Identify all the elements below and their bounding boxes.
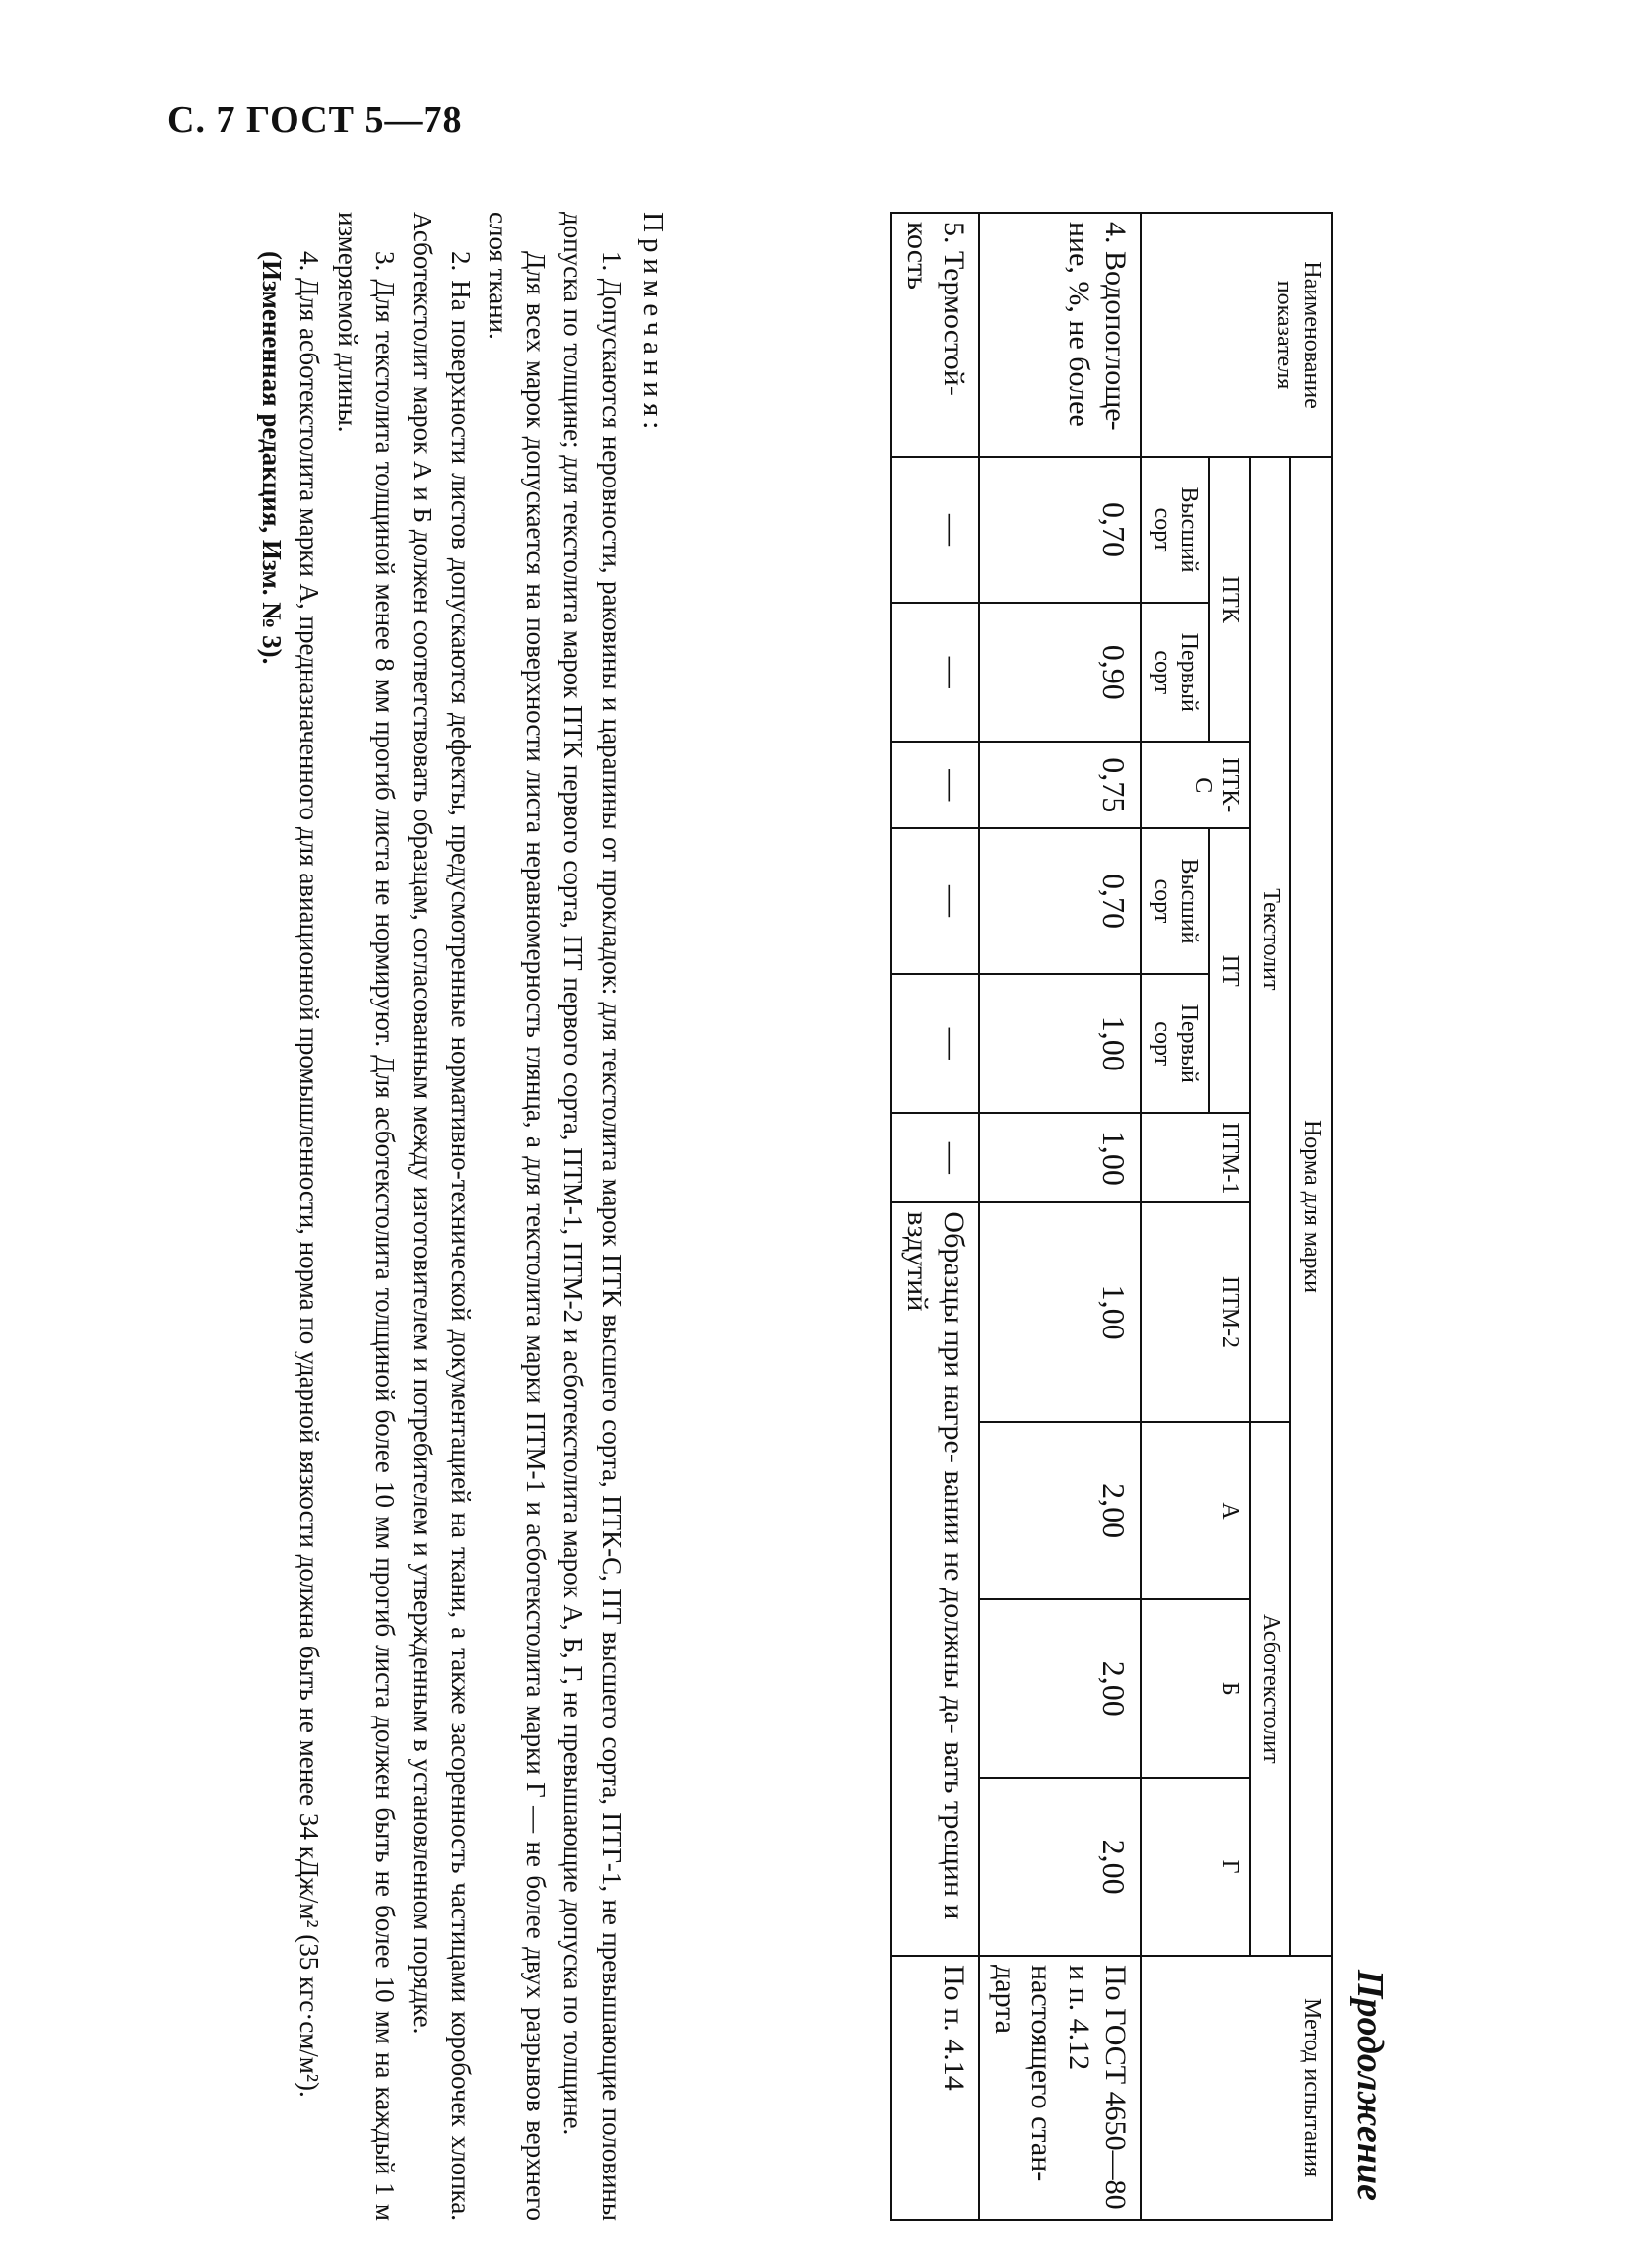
cell-ptk-first: 0,90 xyxy=(979,603,1141,742)
col-method-header: Метод испытания xyxy=(1141,1956,1332,2220)
cell-ptm1: 1,00 xyxy=(979,1113,1141,1202)
cell-ptk-c: — xyxy=(891,742,979,828)
notes-section xyxy=(253,212,673,2221)
cell-pt-first: — xyxy=(891,974,979,1113)
note-1: 1. Допускаются неровности, раковины и царапины от прокладок: для текстолита марок ПТК высшего сорта, ПТК-С, ПТ высшего сорта, ПТГ-1, не превышающие половины допуска по толщине; для текстолита марок ПТК первого сорта, ПТ первого сорта, ПТМ-1, ПТМ-2 и асботекстолита марок А, Б, Г, не превышающие допуска по толщине. xyxy=(558,212,626,2221)
ptk-first-header: Первый сорт xyxy=(1141,603,1209,742)
page-header: С. 7 ГОСТ 5—78 xyxy=(167,99,463,141)
ptm2-header: ПТМ-2 xyxy=(1141,1202,1250,1421)
cell-method: По п. 4.14 xyxy=(891,1956,979,2220)
ptk-header: ПТК xyxy=(1209,457,1250,742)
cell-ptm1: — xyxy=(891,1113,979,1202)
cell-ptm2: 1,00 xyxy=(979,1202,1141,1421)
edit-note: (Измененная редакция, Изм. № 3). xyxy=(256,251,287,665)
cell-ptk-c: 0,75 xyxy=(979,742,1141,828)
cell-asbo-b: 2,00 xyxy=(979,1599,1141,1778)
table-row xyxy=(891,213,979,2220)
ptk-c-header: ПТК-С xyxy=(1141,742,1250,828)
cell-asbo-a: 2,00 xyxy=(979,1422,1141,1600)
cell-pt-high: 0,70 xyxy=(979,828,1141,974)
continuation-label: Продолжение xyxy=(1349,1969,1391,2201)
notes-title: Примечания: xyxy=(637,212,669,436)
row-name: 5. Термостой- кость xyxy=(891,213,979,457)
ptm1-header: ПТМ-1 xyxy=(1141,1113,1250,1202)
pt-high-header: Высший сорт xyxy=(1141,828,1209,974)
group-textolit: Текстолит xyxy=(1250,457,1291,1422)
note-2: 2. На поверхности листов допускаются дефекты, предусмотренные нормативно-технической документацией на ткани, а также засоренность частицами коробочек хлопка. Асботекстолит марок А и Б должен соответствовать образцам, согласованным между изготовителем и потребителем и утвержденным в установленном порядке. xyxy=(408,212,476,2221)
asbo-b-header: Б xyxy=(1141,1599,1250,1778)
table-row xyxy=(979,213,1141,2220)
cell-ptm2-note: Образцы при нагре- вании не должны да- вать трещин и вздутий xyxy=(891,1202,979,1956)
rotated-content xyxy=(170,212,1392,2221)
col-name-header: Наименование показателя xyxy=(1141,213,1332,457)
ptk-high-header: Высший сорт xyxy=(1141,457,1209,603)
note-4: 4. Для асботекстолита марки А, предназначенного для авиационной промышленности, норма по ударной вязкости должна быть не менее 34 кДж/м² (35 кгс·см/м²). xyxy=(295,251,325,2098)
col-norm-header: Норма для марки xyxy=(1290,457,1332,1956)
cell-pt-high: — xyxy=(891,828,979,974)
cell-ptk-first: — xyxy=(891,603,979,742)
asbo-g-header: Г xyxy=(1141,1778,1250,1956)
cell-asbo-g: 2,00 xyxy=(979,1778,1141,1956)
note-3: 3. Для текстолита толщиной менее 8 мм прогиб листа не нормируют. Для асботекстолита толщиной более 10 мм прогиб листа должен быть не более 10 мм на каждый 1 м измеряемой длины. xyxy=(332,212,400,2221)
cell-pt-first: 1,00 xyxy=(979,974,1141,1113)
row-name: 4. Водопоглоще- ние, %, не более xyxy=(979,213,1141,457)
pt-header: ПТ xyxy=(1209,828,1250,1113)
note-1b: Для всех марок допускается на поверхности листа неравномерность глянца, а для текстолита марки ПТМ-1 и асботекстолита марки Г — не более двух разрывов верхнего слоя ткани. xyxy=(483,212,552,2221)
cell-ptk-high: 0,70 xyxy=(979,457,1141,603)
cell-method: По ГОСТ 4650—80 и п. 4.12 настоящего стан- дарта xyxy=(979,1956,1141,2220)
group-asbo: Асботекстолит xyxy=(1250,1422,1291,1956)
cell-ptk-high: — xyxy=(891,457,979,603)
asbo-a-header: А xyxy=(1141,1422,1250,1600)
pt-first-header: Первый сорт xyxy=(1141,974,1209,1113)
norms-table xyxy=(890,212,1333,2221)
